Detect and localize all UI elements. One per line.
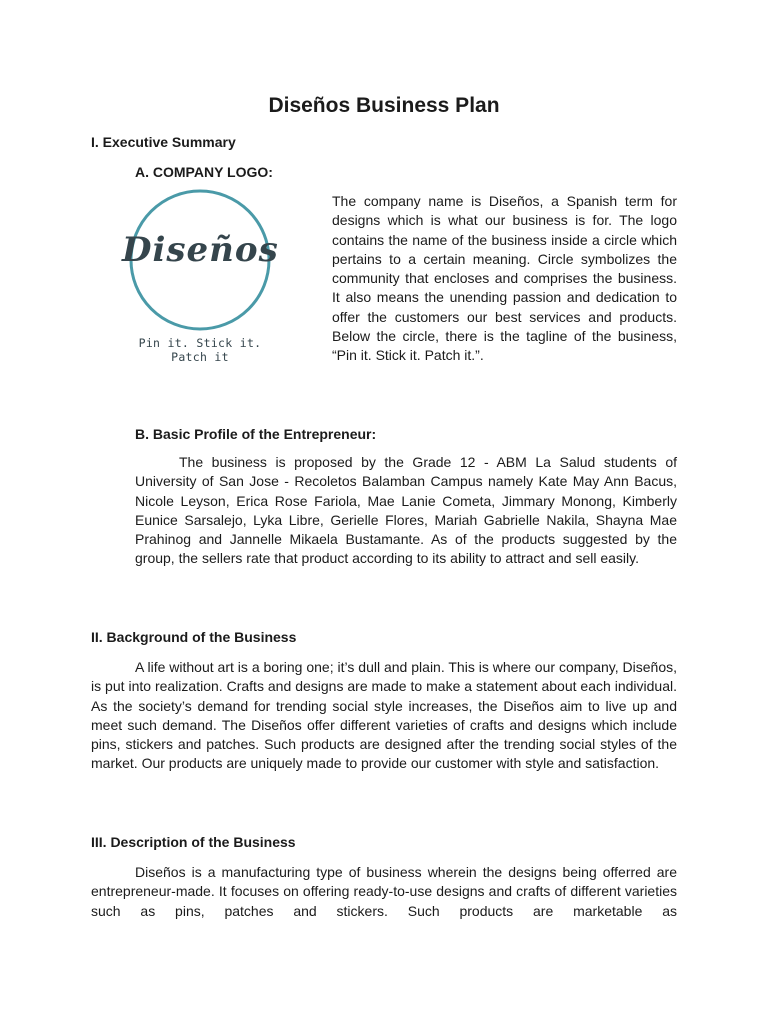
document-title: Diseños Business Plan — [268, 94, 500, 117]
company-logo — [122, 188, 279, 364]
logo-wordmark: Diseños — [122, 230, 279, 270]
logo-description: The company name is Diseños, a Spanish term for designs which is what our business is for. The logo contains the name of the business inside a circle which pertains to a certain meaning. Circle symbolizes the community that encloses and comprises the business. It also means the unending passion and dedication to offer the customers our best services and products. Below the circle, there is the tagline of the business, “Pin it. Stick it. Patch it.”. — [332, 193, 677, 364]
logo-ring-icon — [122, 188, 278, 358]
section-heading-executive-summary: I. Executive Summary — [91, 134, 236, 150]
logo-tagline: Pin it. Stick it. Patch it — [138, 336, 262, 364]
section-heading-background: II. Background of the Business — [91, 629, 297, 645]
description-text: Diseños is a manufacturing type of business wherein the designs being offerred are entrepreneur-made. It focuses on offering ready-to-use designs and crafts of different varieties such as pins, patches and stickers. Such products are marketable as — [91, 864, 677, 919]
background-text: A life without art is a boring one; it’s dull and plain. This is where our company, Diseños, is put into realization. Crafts and designs are made to make a statement about each individual. As the society’s demand for trending social style increases, the Diseños aim to live up and meet such demand. The Diseños offer different varieties of crafts and designs which include pins, stickers and patches. Such products are designed after the trending social styles of the market. Our products are uniquely made to provide our customer with style and satisfaction. — [91, 659, 677, 772]
subheading-company-logo: A. COMPANY LOGO: — [135, 164, 273, 180]
subheading-entrepreneur-profile: B. Basic Profile of the Entrepreneur: — [135, 426, 377, 442]
section-heading-description: III. Description of the Business — [91, 834, 296, 850]
entrepreneur-profile-text: The business is proposed by the Grade 12 - ABM La Salud students of University of San Jose - Recoletos Balamban Campus namely Kate May Ann Bacus, Nicole Leyson, Erica Rose Fariola, Mae Lanie Cometa, Jimmary Monong, Kimberly Eunice Sarsalejo, Lyka Libre, Gerielle Flores, Mariah Gabrielle Nakila, Shayna Mae Prahinog and Jannelle Mikaela Bustamante. As of the products suggested by the group, the sellers rate that product according to its ability to attract and sell easily. — [135, 454, 677, 567]
